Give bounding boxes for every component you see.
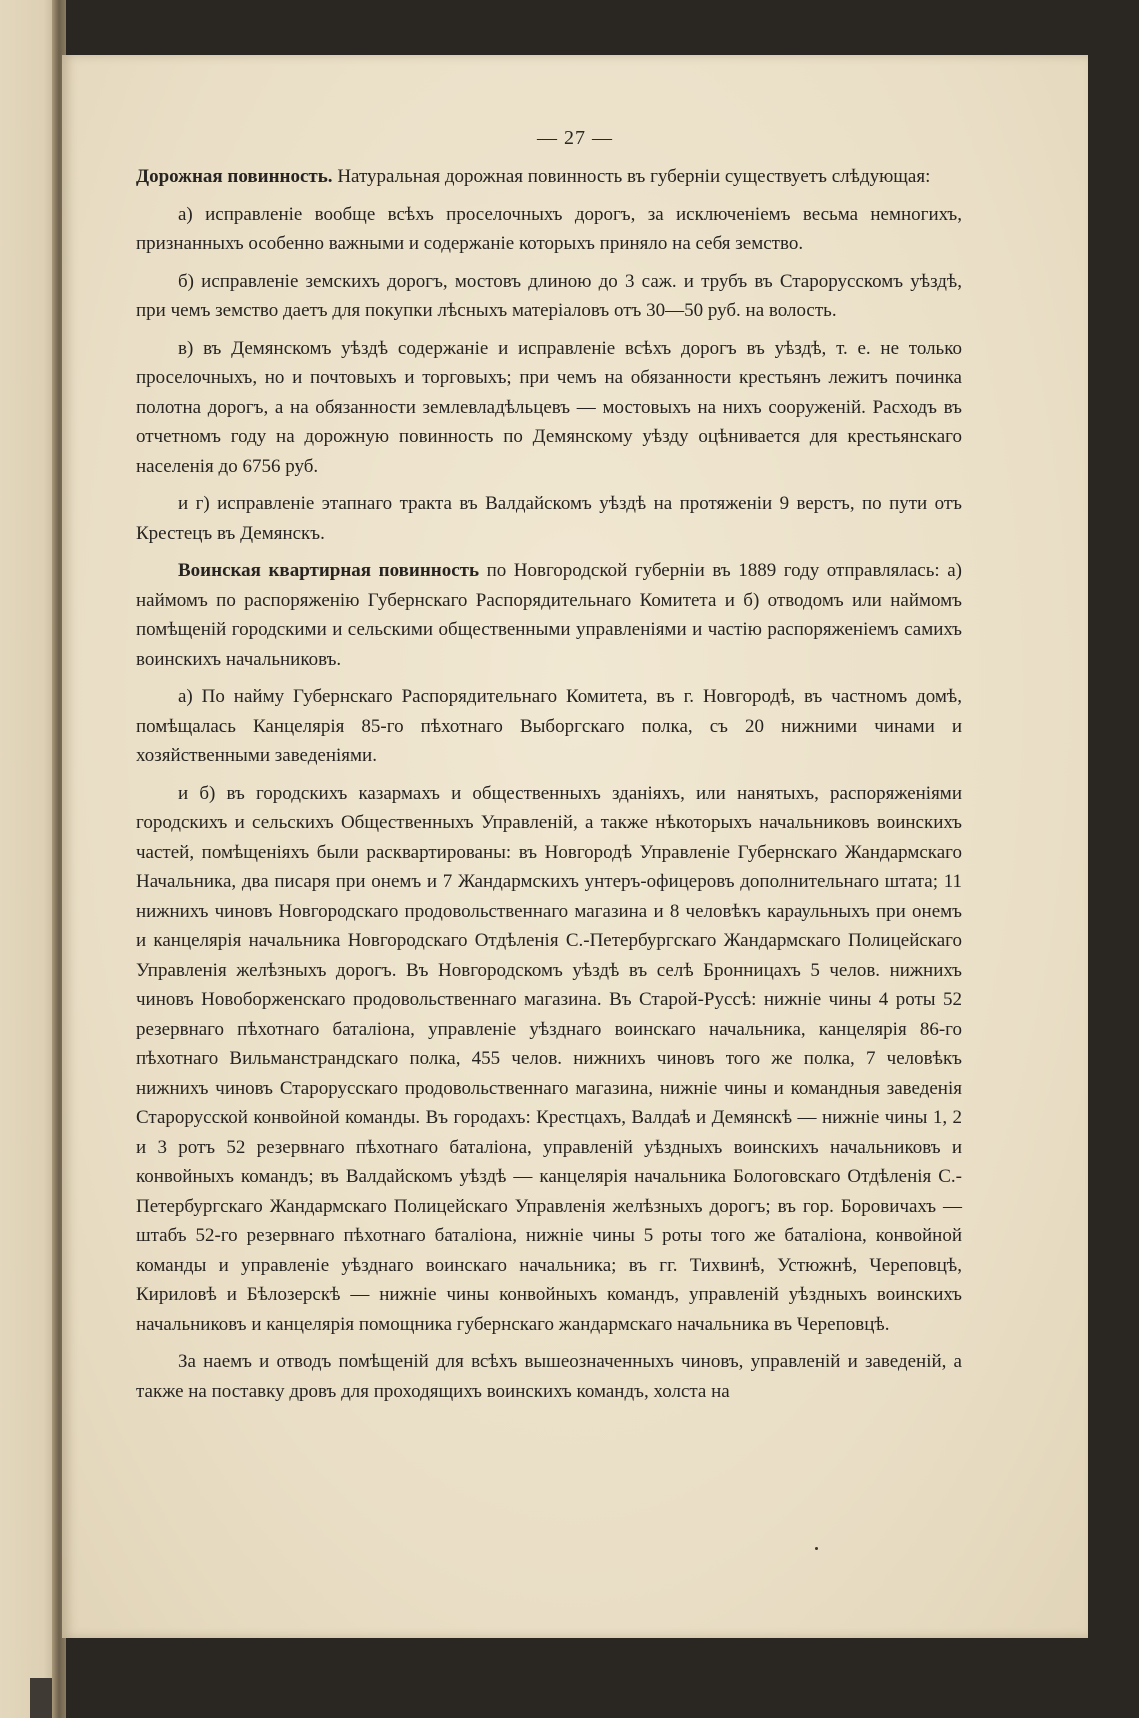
paragraph (136, 334, 962, 482)
paragraph-heading: Воинская квартирная повинность (178, 560, 480, 581)
paragraph (136, 779, 962, 1340)
paragraph-text: и г) исправленіе этапнаго тракта въ Валдайскомъ уѣздѣ на протяженіи 9 верстъ, по пути отъ Крестецъ въ Демянскъ. (136, 493, 962, 544)
paragraph-heading: Дорожная повинность. (136, 166, 333, 187)
page-body (136, 162, 962, 1414)
paragraph (136, 489, 962, 548)
paragraph-text: Натуральная дорожная повинность въ губерніи существуетъ слѣдующая: (332, 166, 931, 187)
page-number: — 27 — (537, 127, 613, 149)
paragraph (136, 267, 962, 326)
paragraph-text: а) исправленіе вообще всѣхъ проселочныхъ дорогъ, за исключеніемъ весьма немногихъ, признанныхъ особенно важными и содержаніе которыхъ приняло на себя земство. (136, 203, 962, 254)
binding-mark (30, 1678, 52, 1718)
paragraph-text: в) въ Демянскомъ уѣздѣ содержаніе и исправленіе всѣхъ дорогъ въ уѣздѣ, т. е. не только проселочныхъ, но и почтовыхъ и торговыхъ; при чемъ на обязанности крестьянъ лежитъ починка полотна дорогъ, а на обязанности землевладѣльцевъ — мостовыхъ на нихъ сооруженій. Расходъ въ отчетномъ году на дорожную повинность по Демянскому уѣзду оцѣнивается для крестьянскаго населенія до 6756 руб. (136, 337, 962, 477)
paragraph (136, 162, 962, 192)
paragraph (136, 1347, 962, 1406)
paragraph (136, 682, 962, 771)
paragraph-text: и б) въ городскихъ казармахъ и общественныхъ зданіяхъ, или нанятыхъ, распоряженіями городскихъ и сельскихъ Общественныхъ Управленій, а также нѣкоторыхъ начальниковъ воинскихъ частей, помѣщеніяхъ были расквартированы: въ Новгородѣ Управленіе Губернскаго Жандармскаго Начальника, два писаря при онемъ и 7 Жандармскихъ унтеръ-офицеровъ дополнительнаго штата; 11 нижнихъ чиновъ Новгородскаго продовольственнаго магазина и 8 человѣкъ караульныхъ при онемъ и канцелярія начальника Новгородскаго Отдѣленія С.-Петербургскаго Жандармскаго Полицейскаго Управленія желѣзныхъ дорогъ. Въ Новгородскомъ уѣздѣ въ селѣ Бронницахъ 5 челов. нижнихъ чиновъ Новоборженскаго продовольственнаго магазина. Въ Старой-Руссѣ: нижніе чины 4 роты 52 резервнаго пѣхотнаго баталіона, управленіе уѣзднаго воинскаго начальника, канцелярія 86-го пѣхотнаго Вильманстрандскаго полка, 455 челов. нижнихъ чиновъ того же полка, 7 человѣкъ нижнихъ чиновъ Старорусскаго продовольственнаго магазина, нижніе чины и командныя заведенія Старорусской конвойной команды. Въ городахъ: Крестцахъ, Валдаѣ и Демянскѣ — нижніе чины 1, 2 и 3 ротъ 52 резервнаго пѣхотнаго баталіона, управленій уѣздныхъ воинскихъ начальниковъ и конвойныхъ командъ; въ Валдайскомъ уѣздѣ — канцелярія начальника Бологовскаго Отдѣленія С.-Петербургскаго Жандармскаго Полицейскаго Управленія желѣзныхъ дорогъ; въ гор. Боровичахъ — штабъ 52-го резервнаго пѣхотнаго баталіона, нижніе чины 5 роты того же баталіона, конвойной команды и управленіе уѣзднаго воинскаго начальника; въ гг. Тихвинѣ, Устюжнѣ, Череповцѣ, Кириловѣ и Бѣлозерскѣ — нижніе чины конвойныхъ командъ, управленій уѣздныхъ воинскихъ начальниковъ и канцелярія помощника губернскаго жандармскаго начальника въ Череповцѣ. (136, 782, 962, 1335)
paragraph-text: а) По найму Губернскаго Распорядительнаго Комитета, въ г. Новгородѣ, въ частномъ домѣ, помѣщалась Канцелярія 85-го пѣхотнаго Выборгскаго полка, съ 20 нижними чинами и хозяйственными заведеніями. (136, 686, 962, 766)
ink-speck (815, 1547, 818, 1550)
paragraph-text: по Новгородской губерніи въ 1889 году отправлялась: а) наймомъ по распоряженію Губернскаго Распорядительнаго Комитета и б) отводомъ или наймомъ помѣщеній городскими и сельскими общественными управленіями и частію распоряженіемъ самихъ воинскихъ начальниковъ. (136, 560, 962, 670)
paragraph (136, 556, 962, 674)
book-page (62, 55, 1088, 1638)
paragraph-text: б) исправленіе земскихъ дорогъ, мостовъ длиною до 3 саж. и трубъ въ Старорусскомъ уѣздѣ, при чемъ земство даетъ для покупки лѣсныхъ матеріаловъ отъ 30—50 руб. на волость. (136, 270, 962, 321)
paragraph (136, 200, 962, 259)
paragraph-text: За наемъ и отводъ помѣщеній для всѣхъ вышеозначенныхъ чиновъ, управленій и заведеній, а также на поставку дровъ для проходящихъ воинскихъ командъ, холста на (136, 1351, 962, 1402)
